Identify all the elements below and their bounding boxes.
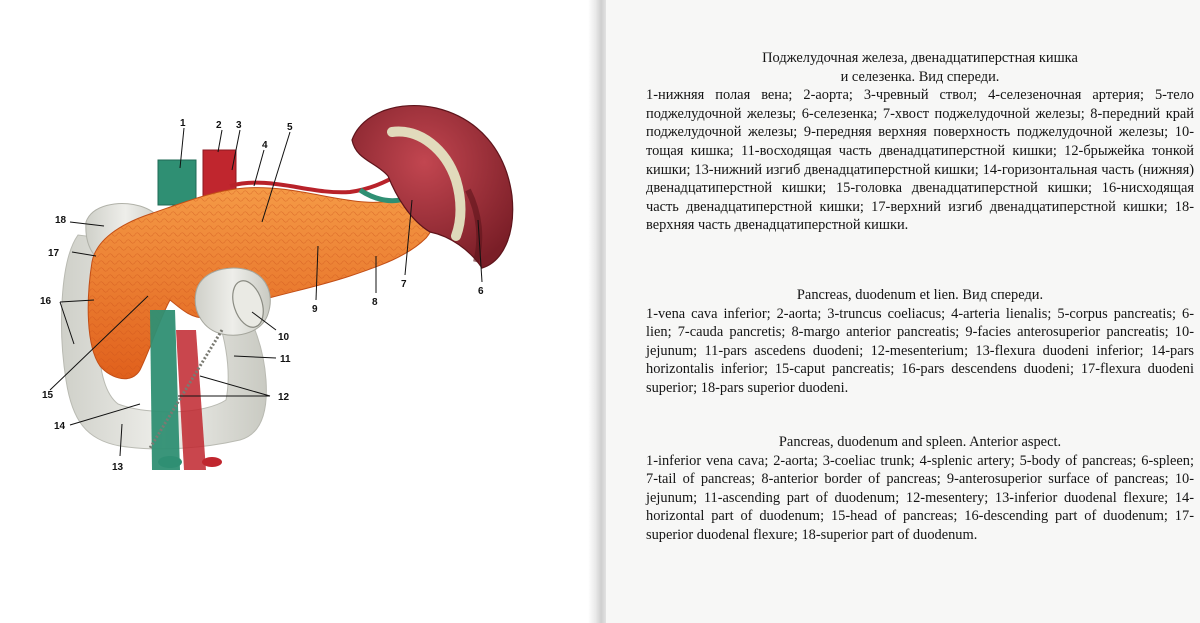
label-8: 8 bbox=[372, 297, 378, 308]
anatomy-illustration bbox=[0, 0, 592, 623]
label-16: 16 bbox=[40, 296, 52, 307]
label-13: 13 bbox=[112, 462, 124, 473]
label-17: 17 bbox=[48, 248, 60, 259]
label-2: 2 bbox=[216, 120, 222, 131]
label-10: 10 bbox=[278, 332, 290, 343]
label-15: 15 bbox=[42, 390, 54, 401]
caption-russian bbox=[646, 49, 1194, 235]
caption-en-title: Pancreas, duodenum and spleen. Anterior aspect. bbox=[778, 434, 1062, 450]
caption-ru-title-line1: Поджелудочная железа, двенадцатиперстная кишка bbox=[762, 50, 1078, 66]
caption-la-title: Pancreas, duodenum et lien. Вид спереди. bbox=[796, 287, 1044, 303]
label-11: 11 bbox=[280, 354, 291, 365]
label-1: 1 bbox=[180, 118, 186, 129]
caption-la-body: 1-vena cava inferior; 2-aorta; 3-truncus coeliacus; 4-arteria lienalis; 5-corpus pancreatis; 6-lien; 7-cauda pancretis; 8-margo anterior pancreatis; 9-facies anterosuperior pancreatis; 10-jejunum; 11-pars ascedens duodeni; 12-mesenterium; 13-flexura duodeni inferior; 14-pars horizontalis inferior; 15-caput pancreatis; 16-pars descendens duodeni; 17-flexura duodeni superior; 18-pars superior duodeni. bbox=[646, 305, 1194, 396]
label-6: 6 bbox=[478, 286, 484, 297]
caption-en-body: 1-inferior vena cava; 2-aorta; 3-coeliac trunk; 4-splenic artery; 5-body of pancreas; 6-spleen; 7-tail of pancreas; 8-anterior border of pancreas; 9-anterosuperior surface of pancreas; 10-jejunum; 11-ascending part of duodenum; 12-mesentery; 13-inferior duodenal flexure; 14-horizontal part of duodenum; 15-head of pancreas; 16-descending part of duodenum; 17-superior duodenal flexure; 18-superior part of duodenum. bbox=[646, 452, 1194, 543]
mesenteric-vessels bbox=[150, 310, 180, 470]
label-4: 4 bbox=[262, 140, 268, 151]
right-page bbox=[606, 0, 1200, 623]
label-18: 18 bbox=[55, 215, 67, 226]
caption-latin bbox=[646, 286, 1194, 398]
label-7: 7 bbox=[401, 279, 407, 290]
caption-ru-body: 1-нижняя полая вена; 2-аорта; 3-чревный ствол; 4-селезеночная артерия; 5-тело поджелудочной железы; 6-селезенка; 7-хвост поджелудочной железы; 8-передний край поджелудочной железы; 9-передняя верхняя поверхность поджелудочной железы; 10-тощая кишка; 11-восходящая часть двенадцатиперстной кишки; 12-брыжейка тонкой кишки; 13-нижний изгиб двенадцатиперстной кишки; 14-горизонтальная часть (нижняя) двенадцатиперстной кишки; 15-головка двенадцатиперстной кишки; 16-нисходящая часть двенадцатиперстной кишки; 17-верхний изгиб двенадцатиперстной кишки; 18-верхняя часть двенадцатиперстной кишки. bbox=[646, 87, 1194, 234]
label-12: 12 bbox=[278, 392, 290, 403]
inferior-vena-cava bbox=[158, 160, 196, 205]
label-9: 9 bbox=[312, 304, 318, 315]
caption-ru-title-line2: и селезенка. Вид спереди. bbox=[840, 68, 1000, 85]
label-5: 5 bbox=[287, 122, 293, 133]
caption-english bbox=[646, 433, 1194, 545]
label-3: 3 bbox=[236, 120, 242, 131]
label-14: 14 bbox=[54, 421, 66, 432]
left-page bbox=[0, 0, 592, 623]
